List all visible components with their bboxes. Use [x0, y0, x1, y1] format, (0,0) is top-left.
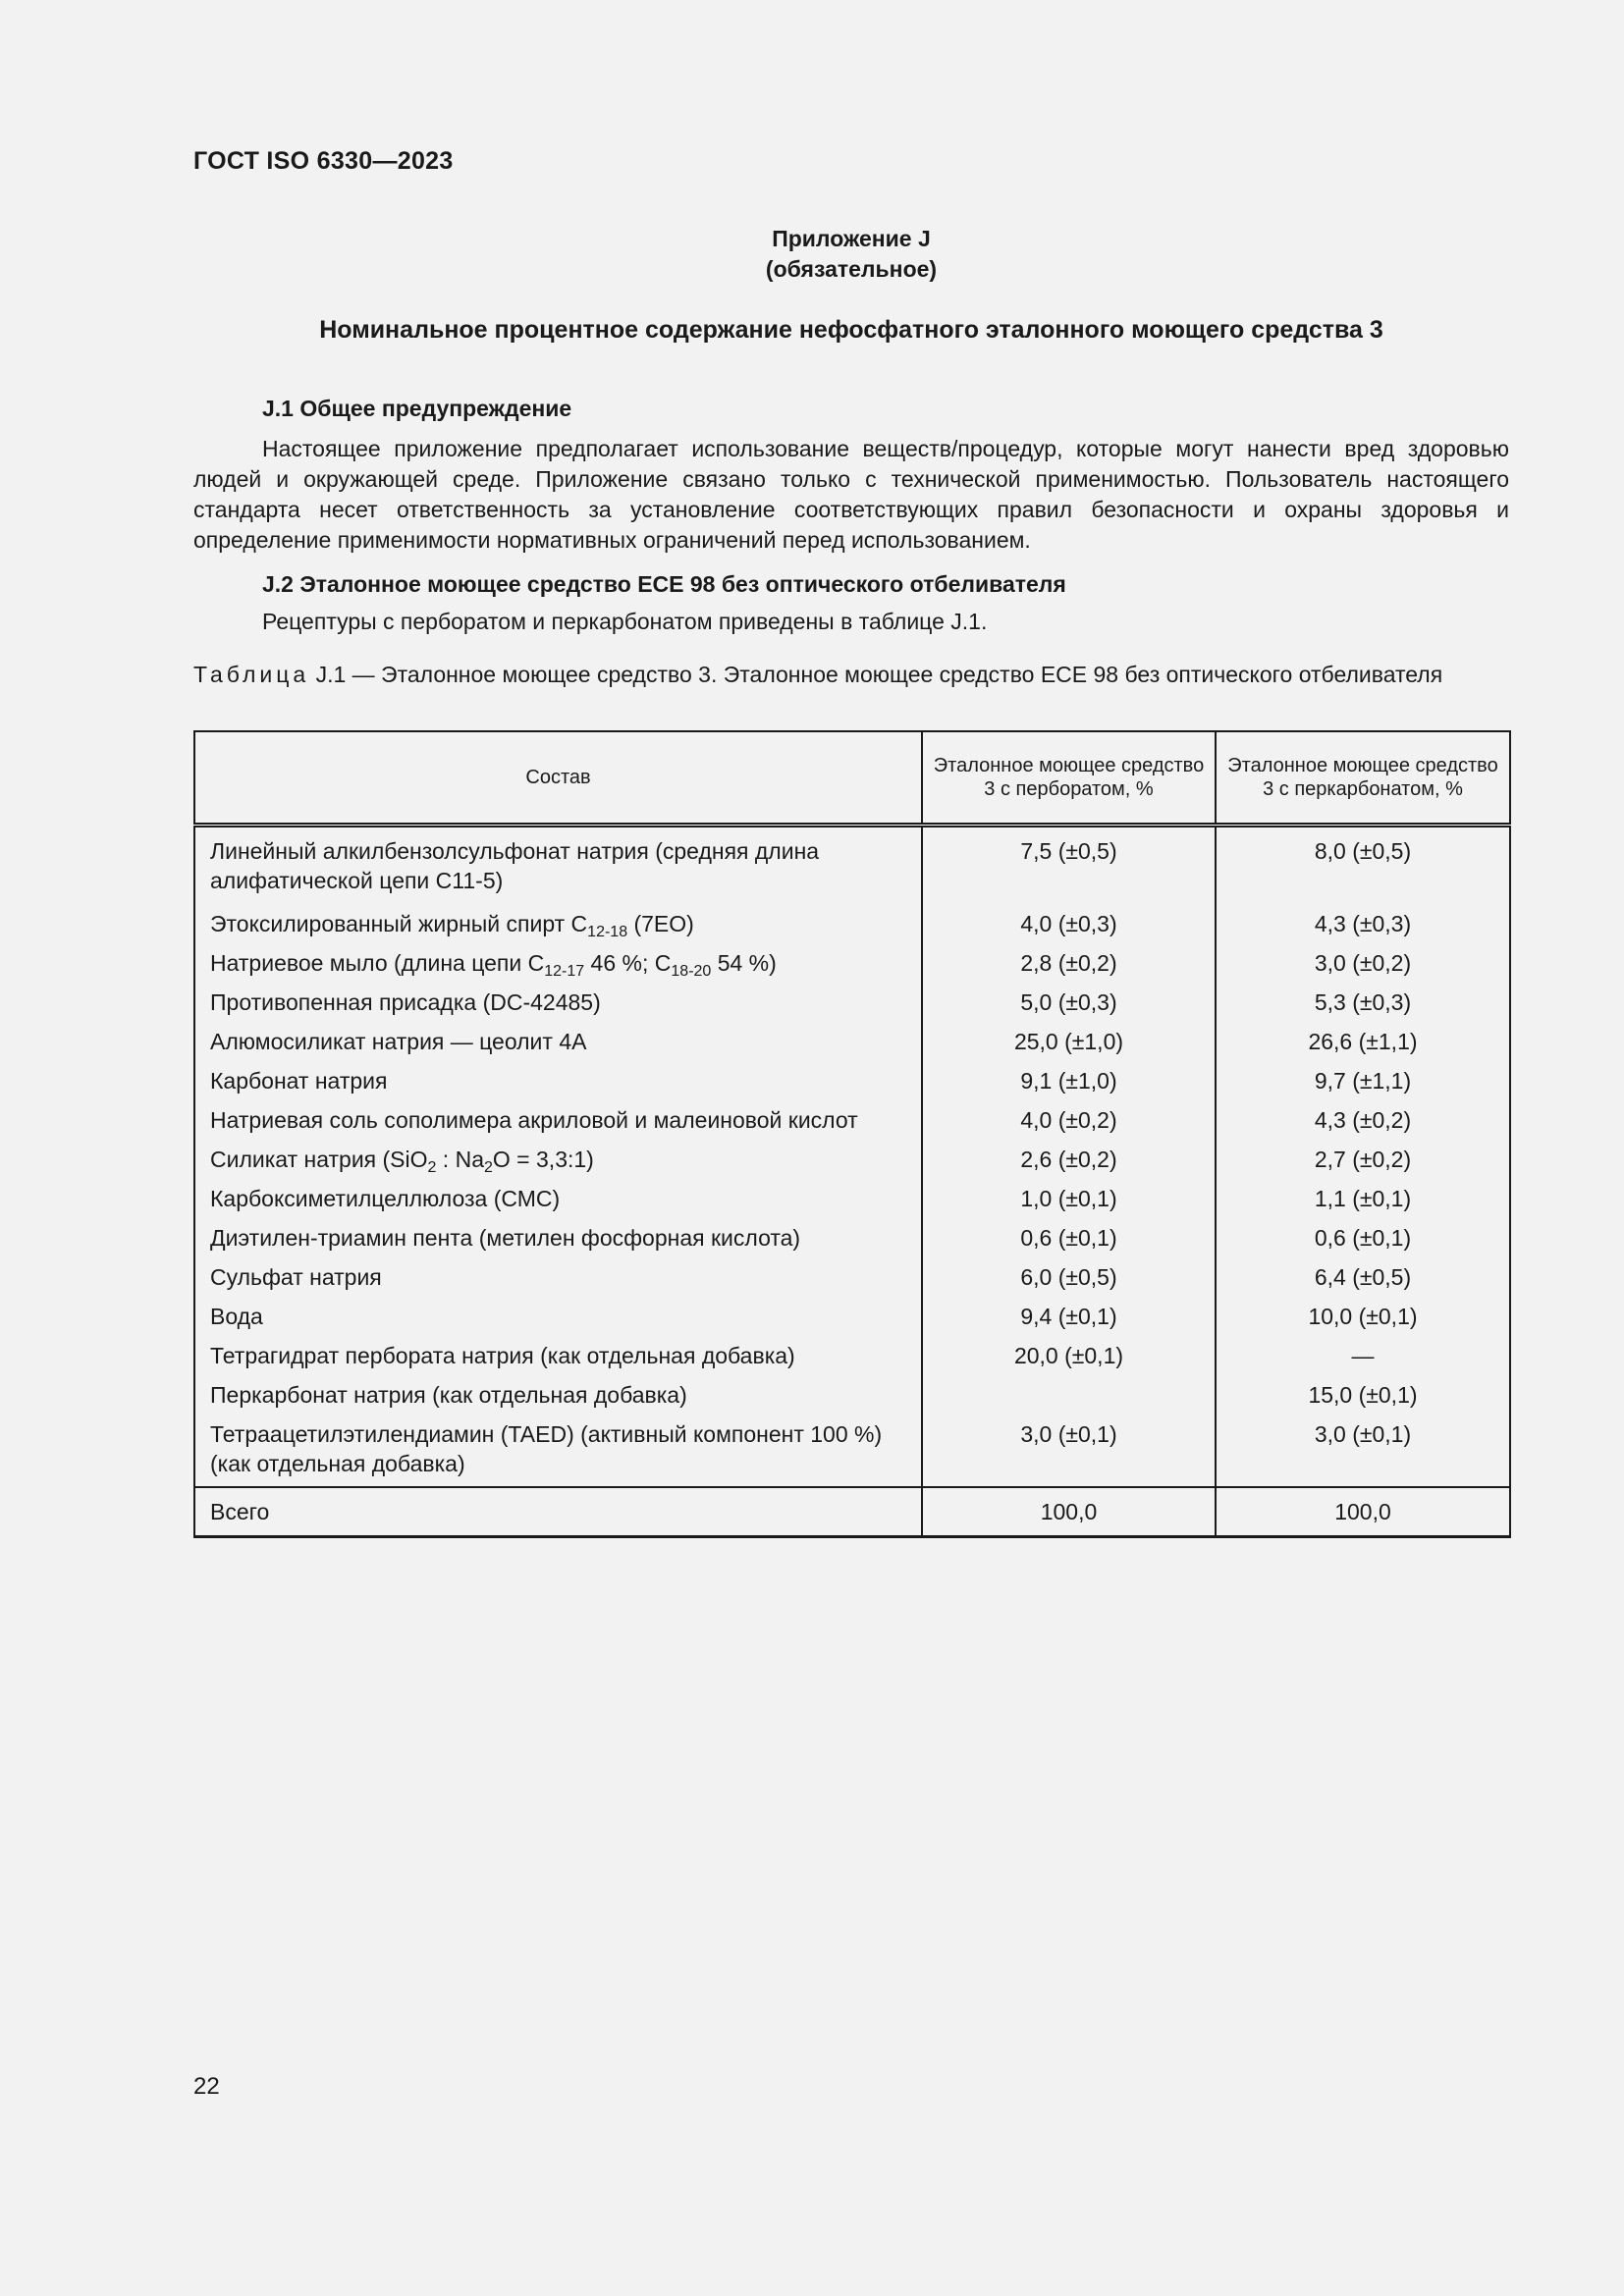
component-name: Сульфат натрия	[194, 1262, 922, 1302]
appendix-title: Номинальное процентное содержание нефосфатного эталонного моющего средства 3	[319, 316, 1383, 344]
perborate-value: 2,6 (±0,2)	[922, 1145, 1216, 1184]
table-row	[194, 988, 1510, 1027]
appendix-heading	[193, 224, 1509, 285]
subscript: 18-20	[671, 963, 712, 980]
perborate-value: 4,0 (±0,3)	[922, 909, 1216, 948]
table-body	[194, 826, 1510, 1537]
total-row	[194, 1487, 1510, 1537]
percarbonate-value: 26,6 (±1,1)	[1216, 1027, 1510, 1066]
perborate-value: 4,0 (±0,2)	[922, 1105, 1216, 1145]
component-name: Силикат натрия (SiO$_2$ : $Na_2O$ = 3,3:1)	[194, 1145, 922, 1184]
percarbonate-value: 8,0 (±0,5)	[1216, 826, 1510, 910]
component-name: Тетрагидрат пербората натрия (как отдельная добавка)	[194, 1341, 922, 1380]
component-name: Карбоксиметилцеллюлоза (СМС)	[194, 1184, 922, 1223]
component-name: Этоксилированный жирный спирт $С_{12-18}$ (7EO)	[194, 909, 922, 948]
perborate-value: 5,0 (±0,3)	[922, 988, 1216, 1027]
document-code: ГОСТ ISO 6330—2023	[193, 147, 454, 175]
table-row	[194, 1105, 1510, 1145]
component-name: Противопенная присадка (DC-42485)	[194, 988, 922, 1027]
percarbonate-value: 4,3 (±0,3)	[1216, 909, 1510, 948]
table-row	[194, 1302, 1510, 1341]
percarbonate-value: 2,7 (±0,2)	[1216, 1145, 1510, 1184]
appendix-status: (обязательное)	[765, 256, 938, 282]
subscript: 2	[427, 1159, 437, 1176]
percarbonate-value: 1,1 (±0,1)	[1216, 1184, 1510, 1223]
section-j2-heading: J.2 Эталонное моющее средство ECE 98 без оптического отбеливателя	[262, 571, 1066, 597]
component-name: Вода	[194, 1302, 922, 1341]
table-row	[194, 1027, 1510, 1066]
percarbonate-value: 6,4 (±0,5)	[1216, 1262, 1510, 1302]
component-name: Натриевая соль сополимера акриловой и малеиновой кислот	[194, 1105, 922, 1145]
table-row	[194, 1066, 1510, 1105]
table-row	[194, 1341, 1510, 1380]
subscript: 12-17	[544, 963, 585, 980]
perborate-value: 7,5 (±0,5)	[922, 826, 1216, 910]
table-row	[194, 909, 1510, 948]
component-name: Линейный алкилбензолсульфонат натрия (средняя длина алифатической цепи С11-5)	[194, 826, 922, 910]
table-row	[194, 1145, 1510, 1184]
percarbonate-value: 0,6 (±0,1)	[1216, 1223, 1510, 1262]
column-header-composition: Состав	[194, 731, 922, 826]
page-number: 22	[193, 2073, 220, 2100]
table-row	[194, 1419, 1510, 1487]
table-caption-text: J.1 — Эталонное моющее средство 3. Эталонное моющее средство ECE 98 без оптического отбеливателя	[309, 662, 1443, 687]
section-j1-heading: J.1 Общее предупреждение	[262, 396, 572, 421]
perborate-value: 0,6 (±0,1)	[922, 1223, 1216, 1262]
subscript: 2	[484, 1159, 493, 1176]
total-percarbonate: 100,0	[1216, 1487, 1510, 1537]
table-row	[194, 1223, 1510, 1262]
perborate-value: 20,0 (±0,1)	[922, 1341, 1216, 1380]
table-caption	[193, 660, 1509, 689]
percarbonate-value: —	[1216, 1341, 1510, 1380]
perborate-value: 9,4 (±0,1)	[922, 1302, 1216, 1341]
column-header-perborate: Эталонное моющее средство 3 с перборатом, %	[922, 731, 1216, 826]
table-row	[194, 1380, 1510, 1419]
subscript: 12-18	[587, 924, 628, 940]
component-name: Алюмосиликат натрия — цеолит 4А	[194, 1027, 922, 1066]
table-header-row	[194, 731, 1510, 826]
component-name: Натриевое мыло (длина цепи $С_{12-17}$ 46 %; $С_{18-20}$ 54 %)	[194, 948, 922, 988]
percarbonate-value: 10,0 (±0,1)	[1216, 1302, 1510, 1341]
perborate-value: 1,0 (±0,1)	[922, 1184, 1216, 1223]
component-name: Диэтилен-триамин пента (метилен фосфорная кислота)	[194, 1223, 922, 1262]
composition-table	[193, 730, 1511, 1538]
perborate-value: 2,8 (±0,2)	[922, 948, 1216, 988]
table-row	[194, 948, 1510, 988]
percarbonate-value: 4,3 (±0,2)	[1216, 1105, 1510, 1145]
perborate-value: 6,0 (±0,5)	[922, 1262, 1216, 1302]
perborate-value: 25,0 (±1,0)	[922, 1027, 1216, 1066]
table-row	[194, 1262, 1510, 1302]
column-header-percarbonate: Эталонное моющее средство 3 с перкарбонатом, %	[1216, 731, 1510, 826]
total-perborate: 100,0	[922, 1487, 1216, 1537]
table-row	[194, 826, 1510, 910]
percarbonate-value: 15,0 (±0,1)	[1216, 1380, 1510, 1419]
appendix-label: Приложение J	[772, 226, 931, 251]
percarbonate-value: 3,0 (±0,2)	[1216, 948, 1510, 988]
section-j1-text: Настоящее приложение предполагает использование веществ/процедур, которые могут нанести вред здоровью людей и окружающей среде. Приложение связано только с технической применимостью. Пользователь настоящего стандарта несет ответственность за установление соответствующих правил безопасности и охраны здоровья и определение применимости нормативных ограничений перед использованием.	[193, 436, 1509, 553]
percarbonate-value: 5,3 (±0,3)	[1216, 988, 1510, 1027]
percarbonate-value: 3,0 (±0,1)	[1216, 1419, 1510, 1487]
perborate-value	[922, 1380, 1216, 1419]
percarbonate-value: 9,7 (±1,1)	[1216, 1066, 1510, 1105]
component-name: Карбонат натрия	[194, 1066, 922, 1105]
perborate-value: 3,0 (±0,1)	[922, 1419, 1216, 1487]
table-caption-label: Таблица	[193, 662, 310, 687]
component-name: Тетраацетилэтилендиамин (TAED) (активный компонент 100 %) (как отдельная добавка)	[194, 1419, 922, 1487]
table-row	[194, 1184, 1510, 1223]
component-name: Перкарбонат натрия (как отдельная добавка)	[194, 1380, 922, 1419]
section-j2-text: Рецептуры с перборатом и перкарбонатом приведены в таблице J.1.	[262, 609, 988, 634]
total-label: Всего	[194, 1487, 922, 1537]
perborate-value: 9,1 (±1,0)	[922, 1066, 1216, 1105]
